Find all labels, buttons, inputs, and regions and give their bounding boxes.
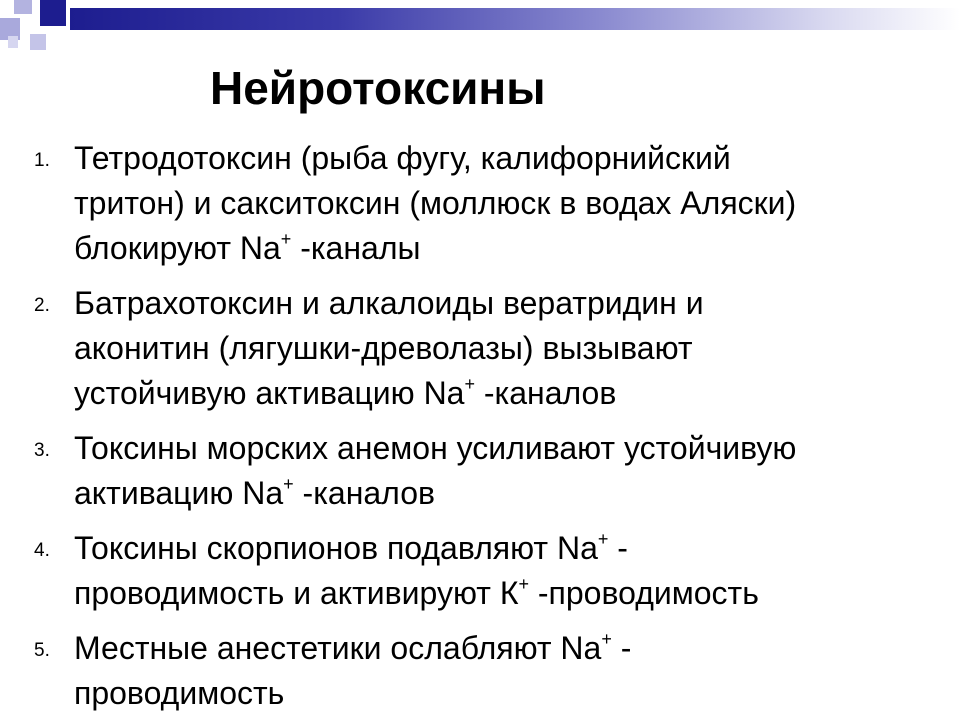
list-item-line [74, 371, 934, 416]
list-item-number: 3. [34, 440, 50, 461]
superscript-charge: + [597, 529, 609, 549]
line-text-after: -проводимость [528, 575, 759, 611]
list-item-line [74, 671, 934, 716]
list-item [34, 136, 934, 271]
list-item [34, 281, 934, 416]
header-decoration [0, 0, 960, 50]
line-text-after: - [611, 630, 632, 666]
header-gradient-bar [70, 8, 960, 30]
slide-title: Нейротоксины [210, 62, 546, 114]
list-item [34, 426, 934, 516]
superscript-charge: + [601, 629, 612, 649]
decor-square-light-3 [30, 34, 46, 50]
list-item-line [74, 281, 934, 326]
list-item-line [74, 181, 934, 226]
line-text: аконитин (лягушки-древолазы) вызывают [74, 330, 693, 366]
list-item-line [74, 136, 934, 181]
line-text: проводимость [74, 675, 285, 711]
line-text-after: -каналов [293, 475, 435, 511]
line-text: проводимость и активируют К [74, 575, 519, 611]
line-text-after: -каналы [291, 230, 421, 266]
list-item-line [74, 471, 934, 516]
list-item-line [74, 571, 934, 616]
list-item-line [74, 226, 934, 271]
list-item-line [74, 526, 934, 571]
line-text: тритон) и сакситоксин (моллюск в водах Аляски) [74, 185, 797, 221]
list-item-line [74, 426, 934, 471]
line-text: блокируют Na [74, 230, 281, 266]
list-item-number: 2. [34, 295, 50, 316]
list-item-number: 5. [34, 640, 50, 661]
line-text: Батрахотоксин и алкалоиды вератридин и [74, 285, 704, 321]
list-item-number: 4. [34, 540, 50, 561]
list-item [34, 526, 934, 616]
superscript-charge: + [280, 229, 292, 249]
line-text: Тетродотоксин (рыба фугу, калифорнийский [74, 140, 731, 176]
superscript-charge: + [518, 574, 529, 594]
list-item [34, 626, 934, 716]
line-text: Местные анестетики ослабляют Na [74, 630, 602, 666]
list-item-line [74, 326, 934, 371]
list-item-line [74, 626, 934, 671]
line-text: устойчивую активацию Na [74, 375, 465, 411]
line-text: Токсины морских анемон усиливают устойчивую [74, 430, 797, 466]
line-text-after: - [608, 530, 628, 566]
superscript-charge: + [283, 474, 294, 494]
decor-square-light-1 [14, 0, 32, 14]
numbered-list [34, 136, 934, 726]
decor-square-dark-1 [40, 0, 66, 26]
line-text-after: -каналов [474, 375, 617, 411]
decor-square-light-4 [8, 36, 18, 48]
line-text: Токсины скорпионов подавляют Na [74, 530, 598, 566]
list-item-number: 1. [34, 150, 50, 171]
superscript-charge: + [464, 374, 475, 394]
decor-square-white [22, 16, 38, 32]
line-text: активацию Na [74, 475, 284, 511]
